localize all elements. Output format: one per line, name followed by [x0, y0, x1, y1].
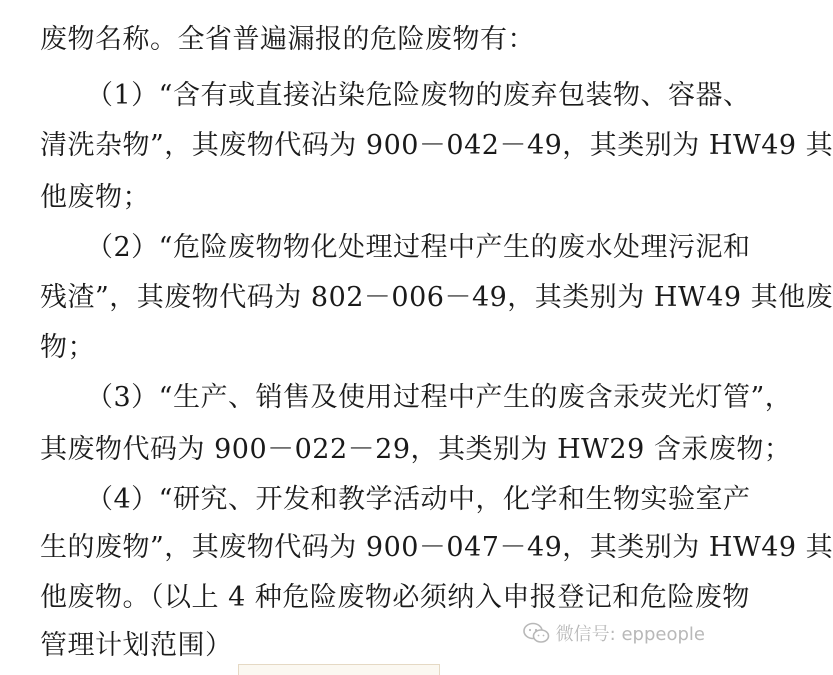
watermark-text: 微信号: eppeople	[555, 624, 705, 645]
item-4-line-2: 生的废物”，其废物代码为 900－047－49，其类别为 HW49 其	[40, 532, 833, 563]
item-2-line-1: （2）“危险废物物化处理过程中产生的废水处理污泥和	[86, 232, 751, 263]
item-1-line-2: 清洗杂物”，其废物代码为 900－042－49，其类别为 HW49 其	[40, 130, 833, 161]
item-2-line-2: 残渣”，其废物代码为 802－006－49，其类别为 HW49 其他废	[40, 282, 833, 313]
item-3-line-1: （3）“生产、销售及使用过程中产生的废含汞荧光灯管”，	[86, 382, 793, 413]
item-4-line-4: 管理计划范围）	[40, 630, 233, 661]
wechat-watermark	[522, 620, 705, 646]
item-4-line-1: （4）“研究、开发和教学活动中，化学和生物实验室产	[86, 484, 751, 515]
item-1-line-1: （1）“含有或直接沾染危险废物的废弃包装物、容器、	[86, 80, 751, 111]
item-1-line-3: 他废物；	[40, 182, 150, 213]
item-2-line-3: 物；	[40, 332, 95, 363]
paragraph-intro-line: 废物名称。全省普遍漏报的危险废物有：	[40, 24, 535, 55]
wechat-icon	[522, 622, 550, 644]
next-page-edge	[238, 664, 440, 675]
item-4-line-3: 他废物。（以上 4 种危险废物必须纳入申报登记和危险废物	[40, 582, 750, 613]
item-3-line-2: 其废物代码为 900－022－29，其类别为 HW29 含汞废物；	[40, 434, 792, 465]
